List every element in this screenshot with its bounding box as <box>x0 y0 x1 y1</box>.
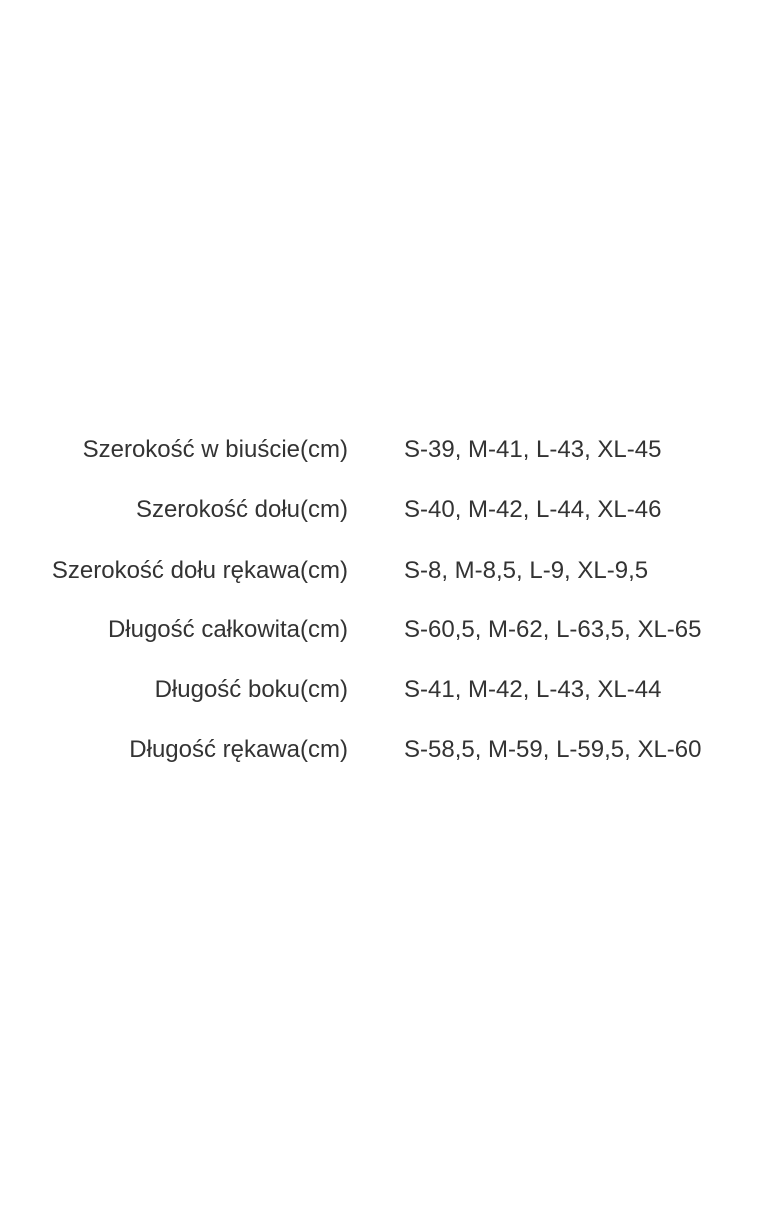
row-label: Długość całkowita(cm) <box>107 616 348 643</box>
size-row-bust-width <box>0 430 780 470</box>
row-label: Długość boku(cm) <box>154 676 348 703</box>
size-row-total-length <box>0 610 780 650</box>
row-value: S-41, M-42, L-43, XL-44 <box>404 676 662 703</box>
size-row-bottom-width <box>0 490 780 530</box>
row-label: Szerokość dołu rękawa(cm) <box>51 557 348 584</box>
row-label: Długość rękawa(cm) <box>129 736 348 763</box>
size-row-sleeve-length <box>0 730 780 770</box>
row-value: S-60,5, M-62, L-63,5, XL-65 <box>404 616 702 643</box>
row-value: S-40, M-42, L-44, XL-46 <box>404 496 662 523</box>
row-label: Szerokość w biuście(cm) <box>82 436 348 463</box>
size-row-side-length <box>0 670 780 710</box>
size-row-sleeve-bottom-width <box>0 551 780 591</box>
row-value: S-39, M-41, L-43, XL-45 <box>404 436 662 463</box>
row-value: S-58,5, M-59, L-59,5, XL-60 <box>404 736 702 763</box>
row-value: S-8, M-8,5, L-9, XL-9,5 <box>404 557 649 584</box>
row-label: Szerokość dołu(cm) <box>135 496 348 523</box>
